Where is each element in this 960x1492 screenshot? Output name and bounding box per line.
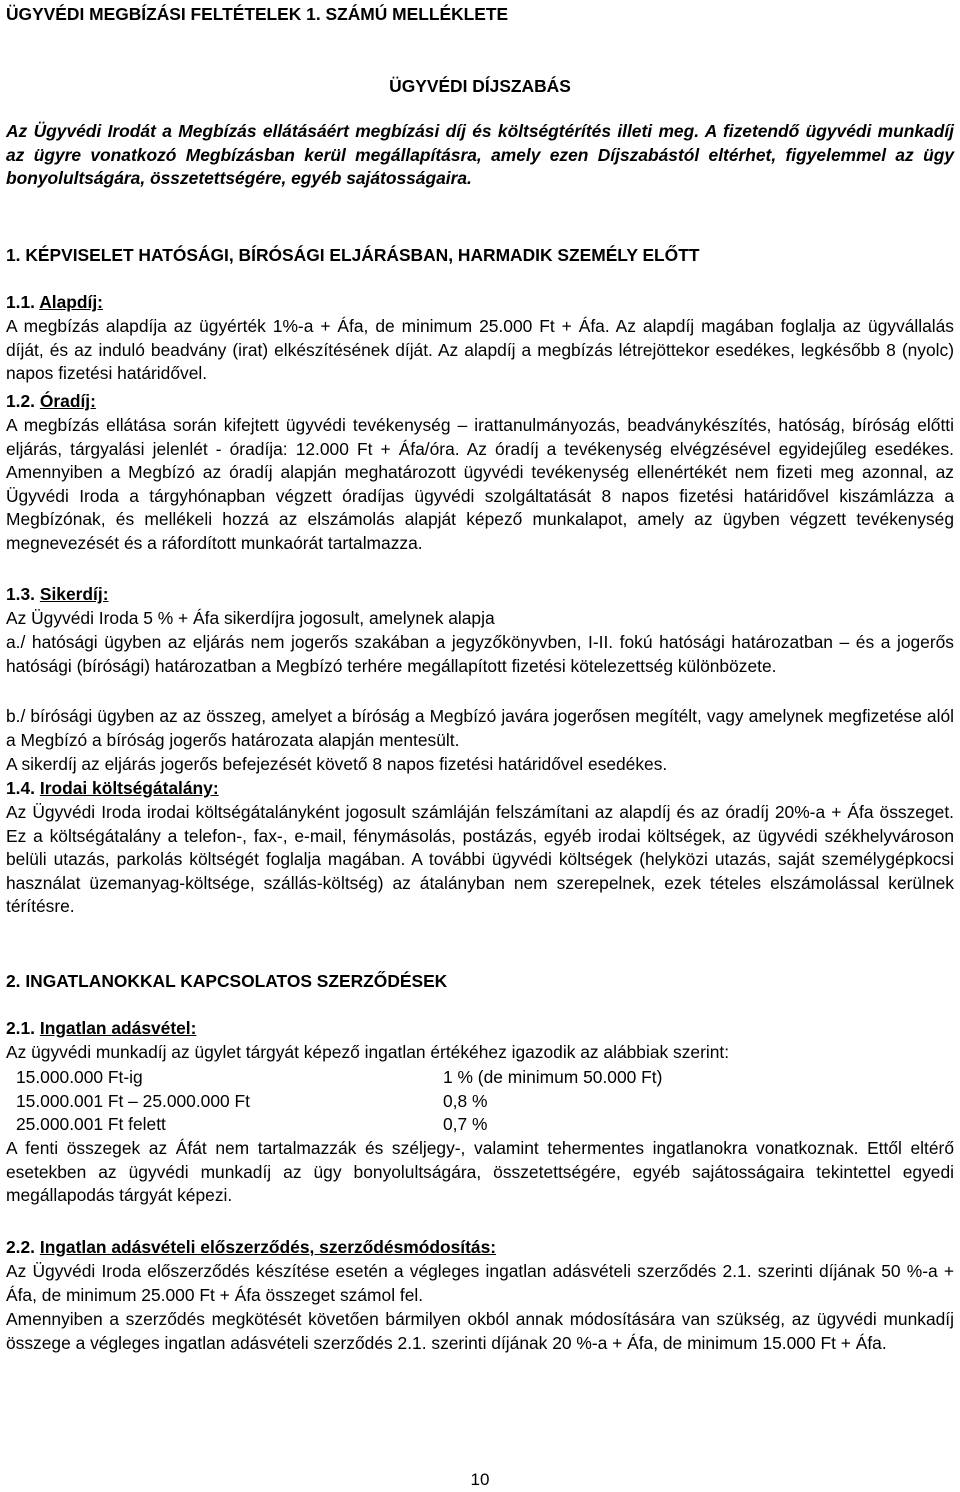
section-2-2-text2: Amennyiben a szerződés megkötését követően bármilyen okból annak módosítására van szükség, az ügyvédi munkadíj összege a végleges ingatlan adásvételi szerződés 2.1. szerinti díjának 20 %-a + Áfa, de minimum 15.000 Ft + Áfa. [6, 1309, 954, 1353]
section-2-2-title: Ingatlan adásvételi előszerződés, szerződésmódosítás: [39, 1237, 497, 1257]
fee-table-row [16, 1113, 662, 1137]
section-1-3-item-a: a./ hatósági ügyben az eljárás nem jogerős szakában a jegyzőkönyvben, I-II. fokú hatósági határozatban – és a jogerős hatósági (bírósági) határozatban a Megbízó terhére megállapított fizetési kötelezettség különbözete. [6, 632, 954, 676]
fee-range: 15.000.000 Ft-ig [16, 1067, 143, 1087]
fee-range: 15.000.001 Ft – 25.000.000 Ft [16, 1090, 250, 1111]
section-1-2-text: A megbízás ellátása során kifejtett ügyvédi tevékenység – irattanulmányozás, beadványkészítés, hatóság, bíróság előtti eljárás, tárgyalási jelenlét - óradíja: 12.000 Ft + Áfa/óra. Az óradíj a tevékenység elvégzésével egyidejűleg esedékes. Amennyiben a Megbízó az óradíj alapján meghatározott ügyvédi tevékenység ellenértékét nem fizeti meg azonnal, az Ügyvédi Iroda a tárgyhónapban végzett óradíjas ügyvédi szolgáltatását 8 napos fizetési határidővel kiszámlázza a Megbízónak, és mellékeli hozzá az elszámolás alapját képező munkalapot, amely az ügyben végzett tevékenység megnevezését és a ráfordított munkaórát tartalmazza. [6, 415, 954, 553]
section-1-3-item-b: b./ bírósági ügyben az az összeg, amelyet a bíróság a Megbízó javára jogerősen megítélt, vagy amelynek megfizetése alól a Megbízó a bíróság jogerős határozata alapján mentesült. [6, 706, 954, 750]
section-1-3-heading [6, 583, 954, 607]
section-2-2-heading [6, 1236, 954, 1260]
section-1-3-title: Sikerdíj: [39, 584, 109, 604]
section-2-1-intro: Az ügyvédi munkadíj az ügylet tárgyát képező ingatlan értékéhez igazodik az alábbiak szerint: [6, 1042, 730, 1062]
fee-rate: 1 % (de minimum 50.000 Ft) [443, 1067, 663, 1087]
section-1-3-line1: Az Ügyvédi Iroda 5 % + Áfa sikerdíjra jogosult, amelynek alapja [6, 608, 495, 628]
document-title: ÜGYVÉDI MEGBÍZÁSI FELTÉTELEK 1. SZÁMÚ MELLÉKLETE [6, 4, 509, 24]
fee-table [16, 1066, 662, 1137]
section-1-4-title: Irodai költségátalány: [39, 778, 219, 798]
section2-heading: 2. INGATLANOKKAL KAPCSOLATOS SZERZŐDÉSEK [6, 971, 448, 991]
section-2-1-number: 2.1. [6, 1018, 36, 1038]
section-1-1-title: Alapdíj: [39, 292, 103, 312]
section-2-1-title: Ingatlan adásvétel: [39, 1018, 197, 1038]
section-1-4-heading [6, 777, 954, 801]
section-2-2-number: 2.2. [6, 1237, 36, 1257]
fee-table-row [16, 1066, 662, 1090]
section-1-4-number: 1.4. [6, 778, 36, 798]
fee-rate: 0,8 % [443, 1090, 488, 1111]
document-subtitle: ÜGYVÉDI DÍJSZABÁS [389, 76, 571, 96]
section-1-4-text: Az Ügyvédi Iroda irodai költségátalányként jogosult számláján felszámítani az alapdíj és az óradíj 20%-a + Áfa összeget. Ez a költségátalány a telefon-, fax-, e-mail, fénymásolás, postázás, egyéb irodai költségek, az ügyvédi székhelyvároson belüli utazás, parkolás költségét foglalja magában. A további ügyvédi költségek (helyközi utazás, saját személygépkocsi használat üzemanyag-költsége, szállás-költség) az átalányban nem szerepelnek, ezek tételes elszámolással kerülnek térítésre. [6, 802, 954, 917]
section-1-1-heading [6, 291, 954, 315]
page-number: 10 [470, 1470, 490, 1489]
section-1-2-heading [6, 390, 954, 414]
section-1-3-number: 1.3. [6, 584, 36, 604]
section-2-1-text: A fenti összegek az Áfát nem tartalmazzák és széljegy-, valamint tehermentes ingatlanokra vonatkoznak. Ettől eltérő esetekben az ügyvédi munkadíj az ügy bonyolultságára, összetettségére, egyéb sajátosságaira tekintettel egyedi megállapodás tárgyát képezi. [6, 1138, 954, 1206]
section-1-2-number: 1.2. [6, 391, 36, 411]
section-2-2-text1: Az Ügyvédi Iroda előszerződés készítése esetén a végleges ingatlan adásvételi szerződés 2.1. szerinti díjának 50 %-a + Áfa, de minimum 25.000 Ft + Áfa összeget számol fel. [6, 1261, 954, 1305]
section-1-1-number: 1.1. [6, 292, 36, 312]
section-2-1-heading [6, 1017, 954, 1041]
section-1-1-text: A megbízás alapdíja az ügyérték 1%-a + Áfa, de minimum 25.000 Ft + Áfa. Az alapdíj magában foglalja az ügyvállalás díját, és az induló beadvány (irat) elkészítésének díját. Az alapdíj a megbízás létrejöttekor esedékes, legkésőbb 8 (nyolc) napos fizetési határidővel. [6, 316, 954, 384]
section-1-2-title: Óradíj: [39, 391, 96, 411]
intro-paragraph: Az Ügyvédi Irodát a Megbízás ellátásáért megbízási díj és költségtérítés illeti meg. A fizetendő ügyvédi munkadíj az ügyre vonatkozó Megbízásban kerül megállapításra, amely ezen Díjszabástól eltérhet, figyelemmel az ügy bonyolultságára, összetettségére, egyéb sajátosságaira. [6, 121, 954, 189]
fee-range: 25.000.001 Ft felett [16, 1114, 166, 1135]
section-1-3-last: A sikerdíj az eljárás jogerős befejezését követő 8 napos fizetési határidővel esedékes. [6, 754, 668, 774]
fee-rate: 0,7 % [443, 1114, 488, 1135]
fee-table-row [16, 1090, 662, 1114]
section1-heading: 1. KÉPVISELET HATÓSÁGI, BÍRÓSÁGI ELJÁRÁSBAN, HARMADIK SZEMÉLY ELŐTT [6, 245, 700, 265]
